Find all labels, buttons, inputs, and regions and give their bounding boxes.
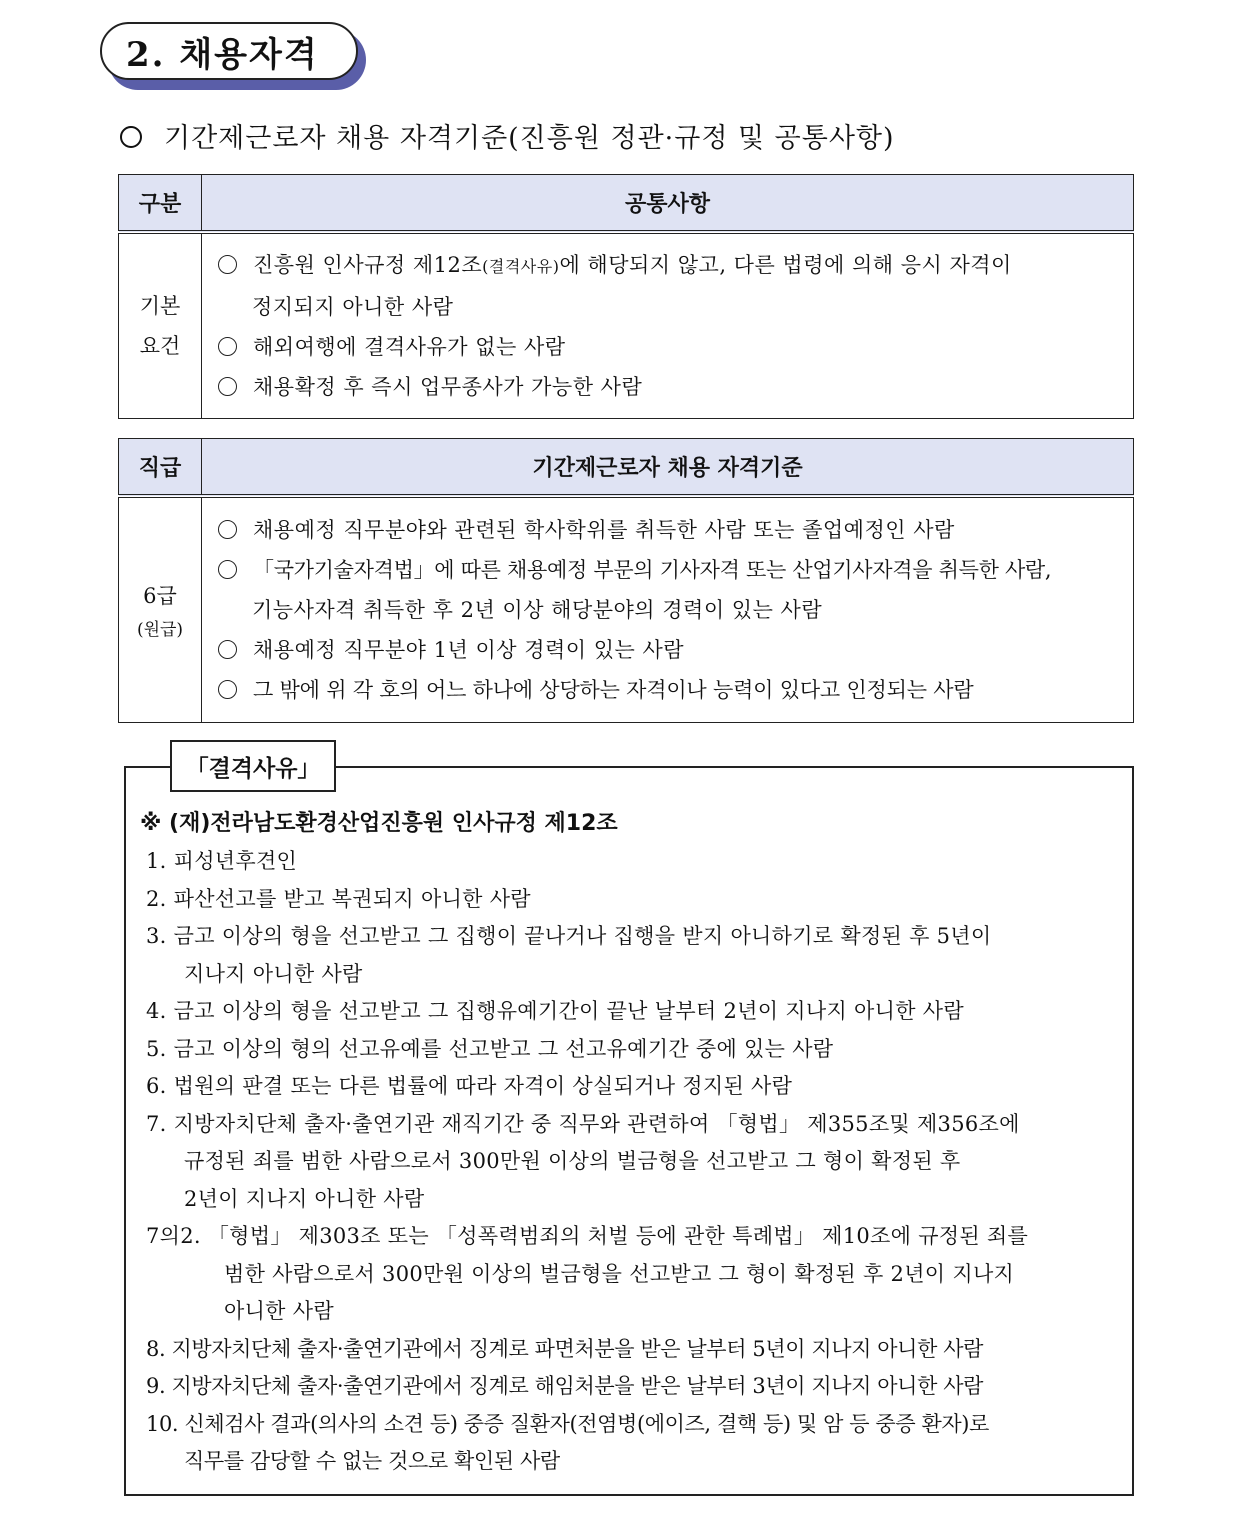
list-item xyxy=(218,550,1123,590)
item-line: 4. 금고 이상의 형을 선고받고 그 집행유예기간이 끝난 날부터 2년이 지나지 아니한 사람 xyxy=(146,999,964,1023)
circle-bullet-icon xyxy=(218,337,237,356)
list-item xyxy=(146,843,1126,881)
list-item xyxy=(218,670,1123,710)
list-item xyxy=(218,327,1123,367)
disqualification-tab: 「결격사유」 xyxy=(170,740,336,792)
subheading xyxy=(120,116,895,155)
item-text: 「국가기술자격법」에 따른 채용예정 부문의 기사자격 또는 산업기사자격을 취득한 사람, xyxy=(253,557,1052,582)
row-label-line1: 6급 xyxy=(143,583,177,608)
row-label-line2: 요건 xyxy=(139,333,181,358)
subheading-text: 기간제근로자 채용 자격기준(진흥원 정관·규정 및 공통사항) xyxy=(164,123,895,154)
item-text: 그 밖에 위 각 호의 어느 하나에 상당하는 자격이나 능력이 있다고 인정되는 사람 xyxy=(253,677,974,702)
circle-bullet-icon xyxy=(218,640,237,659)
list-item-continuation: 기능사자격 취득한 후 2년 이상 해당분야의 경력이 있는 사람 xyxy=(252,597,823,622)
item-line: 10. 신체검사 결과(의사의 소견 등) 중증 질환자(전염병(에이즈, 결핵 등) 및 암 등 중증 환자)로 xyxy=(146,1411,989,1436)
item-text: 채용예정 직무분야와 관련된 학사학위를 취득한 사람 또는 졸업예정인 사람 xyxy=(253,517,955,542)
item-line: 1. 피성년후견인 xyxy=(146,849,298,873)
item-line: 2. 파산선고를 받고 복권되지 아니한 사람 xyxy=(146,886,531,911)
circle-bullet-icon xyxy=(218,680,237,699)
list-item xyxy=(146,1106,1126,1219)
list-item xyxy=(146,993,1126,1031)
list-item xyxy=(146,918,1126,993)
table1-row-label xyxy=(119,232,202,418)
item-line-continuation: 2년이 지나지 아니한 사람 xyxy=(184,1186,425,1211)
circle-bullet-icon xyxy=(218,255,237,274)
list-item xyxy=(146,1218,1126,1331)
item-line: 7. 지방자치단체 출자·출연기관 재직기간 중 직무와 관련하여 「형법」 제355조및 제356조에 xyxy=(146,1111,1020,1136)
item-line: 3. 금고 이상의 형을 선고받고 그 집행이 끝나거나 집행을 받지 아니하기로 확정된 후 5년이 xyxy=(146,924,992,948)
item-line: 7의2. 「형법」 제303조 또는 「성폭력범죄의 처벌 등에 관한 특례법」 제10조에 규정된 죄를 xyxy=(146,1224,1029,1248)
item-line-continuation: 지나지 아니한 사람 xyxy=(184,961,363,986)
row-label-line1: 기본 xyxy=(139,293,181,318)
item-text: 채용예정 직무분야 1년 이상 경력이 있는 사람 xyxy=(253,637,685,662)
item-text: 채용확정 후 즉시 업무종사가 가능한 사람 xyxy=(253,374,643,399)
item-line-continuation: 범한 사람으로서 300만원 이상의 벌금형을 선고받고 그 형이 확정된 후 2년이 지나지 xyxy=(224,1261,1015,1286)
disqualification-list xyxy=(146,843,1126,1481)
table2-body xyxy=(202,496,1134,722)
item-text: 진흥원 인사규정 제12조 xyxy=(253,252,483,277)
item-line-continuation: 규정된 죄를 범한 사람으로서 300만원 이상의 벌금형을 선고받고 그 형이 확정된 후 xyxy=(184,1149,961,1173)
circle-bullet-icon xyxy=(218,560,237,579)
list-item xyxy=(146,881,1126,919)
list-item-continuation: 정지되지 아니한 사람 xyxy=(252,294,454,319)
list-item xyxy=(218,367,1123,407)
disqualification-title: ※ (재)전라남도환경산업진흥원 인사규정 제12조 xyxy=(140,811,618,836)
circle-bullet-icon xyxy=(218,520,237,539)
item-line-continuation: 아니한 사람 xyxy=(224,1299,334,1323)
circle-bullet-icon xyxy=(120,126,142,148)
common-requirements-table xyxy=(118,174,1134,419)
table1-header-common: 공통사항 xyxy=(202,175,1134,233)
list-item xyxy=(218,510,1123,550)
item-text: 해외여행에 결격사유가 없는 사람 xyxy=(253,334,566,359)
section-heading-tab xyxy=(100,22,368,92)
item-line: 5. 금고 이상의 형의 선고유예를 선고받고 그 선고유예기간 중에 있는 사람 xyxy=(146,1036,834,1061)
list-item xyxy=(218,630,1123,670)
item-line-continuation: 직무를 감당할 수 없는 것으로 확인된 사람 xyxy=(184,1449,560,1473)
table1-header-category: 구분 xyxy=(119,175,202,233)
circle-bullet-icon xyxy=(218,377,237,396)
list-item xyxy=(146,1031,1126,1069)
table2-row-label xyxy=(119,496,202,722)
row-label-line2: (원급) xyxy=(136,619,184,640)
grade-requirements-table xyxy=(118,438,1134,723)
item-text-rest: 에 해당되지 않고, 다른 법령에 의해 응시 자격이 xyxy=(559,252,1012,277)
item-line: 6. 법원의 판결 또는 다른 법률에 따라 자격이 상실되거나 정지된 사람 xyxy=(146,1074,793,1098)
item-line: 9. 지방자치단체 출자·출연기관에서 징계로 해임처분을 받은 날부터 3년이 지나지 아니한 사람 xyxy=(146,1374,984,1398)
list-item xyxy=(146,1406,1126,1481)
item-line: 8. 지방자치단체 출자·출연기관에서 징계로 파면처분을 받은 날부터 5년이 지나지 아니한 사람 xyxy=(146,1336,984,1361)
list-item xyxy=(218,245,1123,287)
section-title: 2. 채용자격 xyxy=(100,22,358,80)
list-item xyxy=(146,1368,1126,1406)
table2-header-criteria: 기간제근로자 채용 자격기준 xyxy=(202,439,1134,497)
list-item xyxy=(146,1331,1126,1369)
list-item xyxy=(146,1068,1126,1106)
table2-header-grade: 직급 xyxy=(119,439,202,497)
item-note: (결격사유) xyxy=(482,256,560,276)
table1-body xyxy=(202,232,1134,418)
